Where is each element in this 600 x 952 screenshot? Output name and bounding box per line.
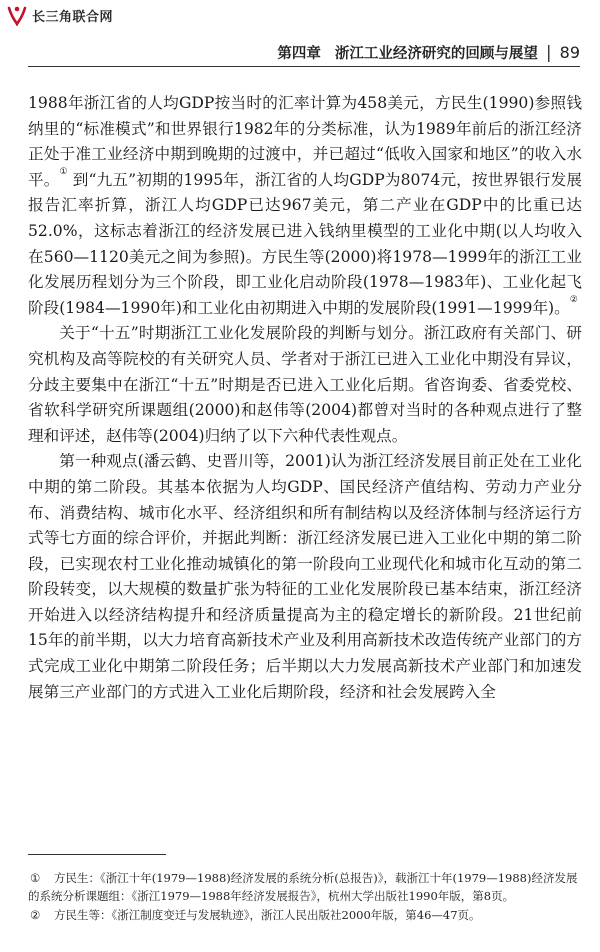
footnote-2-mark: ②: [30, 908, 41, 922]
logo-text: 长三角联合网: [32, 9, 114, 25]
footnote-1-mark: ①: [30, 871, 41, 885]
running-header: [277, 42, 580, 63]
footnote-1: [28, 870, 582, 905]
site-logo: [6, 3, 113, 27]
header-divider: [28, 66, 580, 67]
footnote-1-text: 方民生：《浙江十年(1979—1988)经济发展的系统分析(总报告)》，载浙江十年(1979—1988)经济发展的系统分析课题组：《浙江1979—1988年经济发展报告》，杭州大学出版社1990年版，第8页。: [28, 871, 578, 903]
page-number: 89: [559, 43, 580, 62]
paragraph-1-text-a: 1988年浙江省的人均GDP按当时的汇率计算为458美元，方民生(1990)参照钱纳里的“标准模式”和世界银行1982年的分类标准，认为1989年前后的浙江经济正处于准工业经济中期到晚期的过渡中，并已超过“低收入国家和地区”的收入水平。: [28, 94, 582, 189]
paragraph-2: 关于“十五”时期浙江工业化发展阶段的判断与划分。浙江政府有关部门、研究机构及高等院校的有关研究人员、学者对于浙江已进入工业化中期没有异议，分歧主要集中在浙江“十五”时期是否已进入工业化后期。省咨询委、省委党校、省软科学研究所课题组(2000)和赵伟等(2004)都曾对当时的各种观点进行了整理和评述，赵伟等(2004)归纳了以下六种代表性观点。: [28, 324, 582, 445]
chapter-label: 第四章: [277, 46, 321, 62]
paragraph-3: 第一种观点(潘云鹤、史晋川等，2001)认为浙江经济发展目前正处在工业化中期的第二阶段。其基本依据为人均GDP、国民经济产值结构、劳动力产业分布、消费结构、城市化水平、经济组织和所有制结构以及经济体制与经济运行方式等七方面的综合评价，并据此判断：浙江经济发展已进入工业化中期的第二阶段，已实现农村工业化推动城镇化的第一阶段向工业现代化和城市化互动的第二阶段转变，以大规模的数量扩张为特征的工业化发展阶段已基本结束，浙江经济开始进入以经济结构提升和经济质量提高为主的稳定增长的新阶段。21世纪前15年的前半期，以大力培育高新技术产业及利用高新技术改造传统产业部门的方式完成工业化中期第二阶段任务；后半期以大力发展高新技术产业部门和加速发展第三产业部门的方式进入工业化后期阶段，经济和社会发展跨入全: [28, 452, 582, 701]
body-text: [28, 91, 582, 705]
footnote-divider: [28, 854, 166, 855]
header-separator: |: [545, 42, 552, 63]
footnote-ref-1[interactable]: ①: [59, 166, 68, 177]
footnote-2: [28, 907, 582, 925]
footnotes: [28, 870, 582, 927]
footnote-2-text: 方民生等：《浙江制度变迁与发展轨迹》，浙江人民出版社2000年版，第46—47页。: [54, 908, 481, 922]
paragraph-1-text-b: 到“九五”初期的1995年，浙江省的人均GDP为8074元，按世界银行发展报告汇率折算，浙江人均GDP已达967美元，第二产业在GDP中的比重已达52.0%，这标志着浙江的经济发展已进入钱纳里模型的工业化中期(以人均收入在560—1120美元之间为参照)。方民生等(2000)将1978—1999年的浙江工业化发展历程划分为三个阶段，即工业化启动阶段(1978—1983年)、工业化起飞阶段(1984—1990年)和工业化由初期进入中期的发展阶段(1991—1999年)。: [28, 170, 582, 317]
logo-icon: [6, 4, 28, 26]
paragraph-1: [28, 91, 582, 321]
footnote-ref-2[interactable]: ②: [569, 294, 578, 305]
chapter-title: 浙江工业经济研究的回顾与展望: [334, 46, 538, 62]
